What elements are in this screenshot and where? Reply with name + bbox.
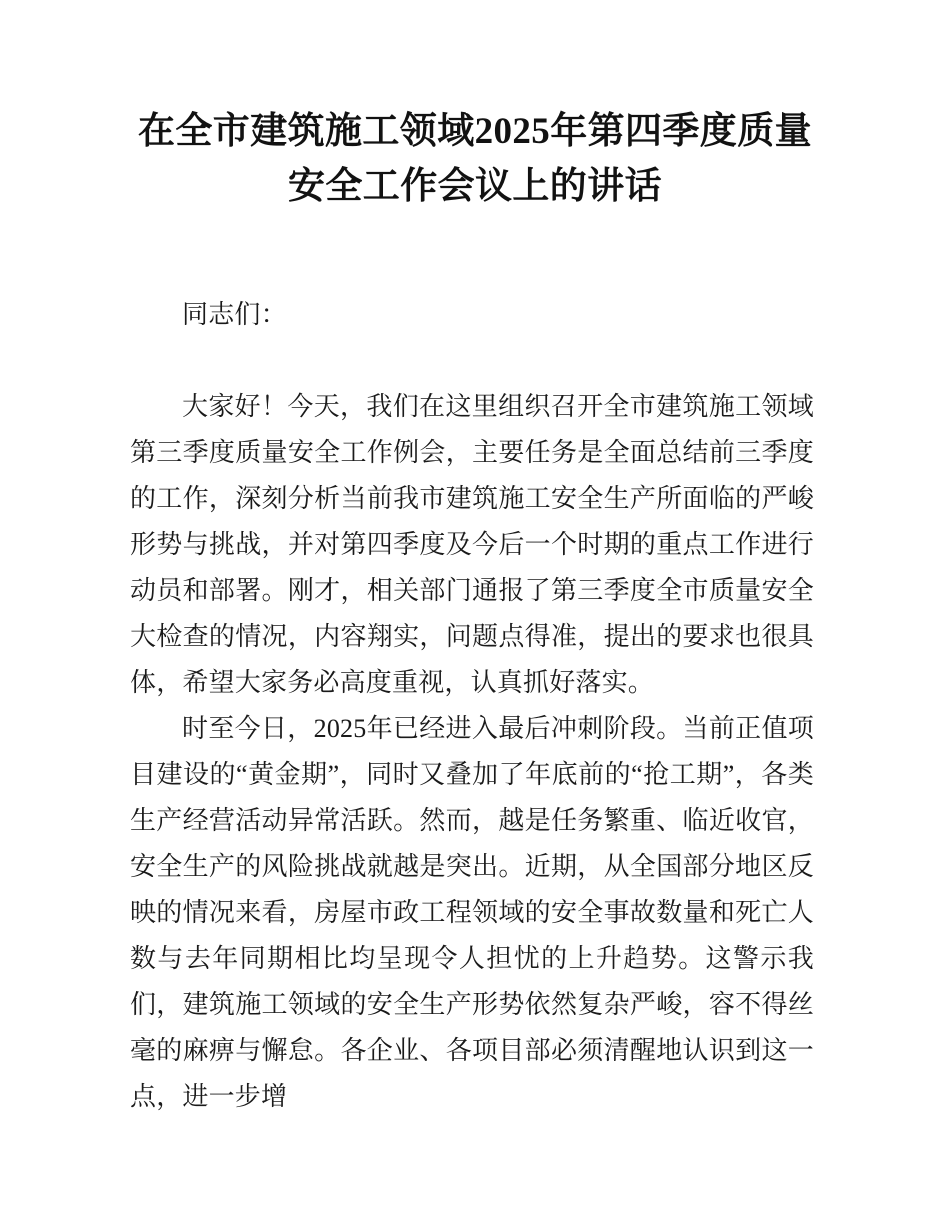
- page-title: 在全市建筑施工领域2025年第四季度质量安全工作会议上的讲话: [138, 111, 812, 207]
- title-block: [133, 104, 817, 214]
- document-body: [130, 292, 814, 1120]
- salutation-line: 同志们：: [182, 300, 287, 329]
- body-paragraph-1: 大家好！今天，我们在这里组织召开全市建筑施工领域第三季度质量安全工作例会，主要任务是全面总结前三季度的工作，深刻分析当前我市建筑施工安全生产所面临的严峻形势与挑战，并对第四季度及今后一个时期的重点工作进行动员和部署。刚才，相关部门通报了第三季度全市质量安全大检查的情况，内容翔实，问题点得准，提出的要求也很具体，希望大家务必高度重视，认真抓好落实。: [130, 392, 814, 697]
- body-paragraph-2: 时至今日，2025年已经进入最后冲刺阶段。当前正值项目建设的“黄金期”，同时又叠加了年底前的“抢工期”，各类生产经营活动异常活跃。然而，越是任务繁重、临近收官，安全生产的风险挑战就越是突出。近期，从全国部分地区反映的情况来看，房屋市政工程领域的安全事故数量和死亡人数与去年同期相比均呈现令人担忧的上升趋势。这警示我们，建筑施工领域的安全生产形势依然复杂严峻，容不得丝毫的麻痹与懈怠。各企业、各项目部必须清醒地认识到这一点，进一步增: [130, 714, 814, 1111]
